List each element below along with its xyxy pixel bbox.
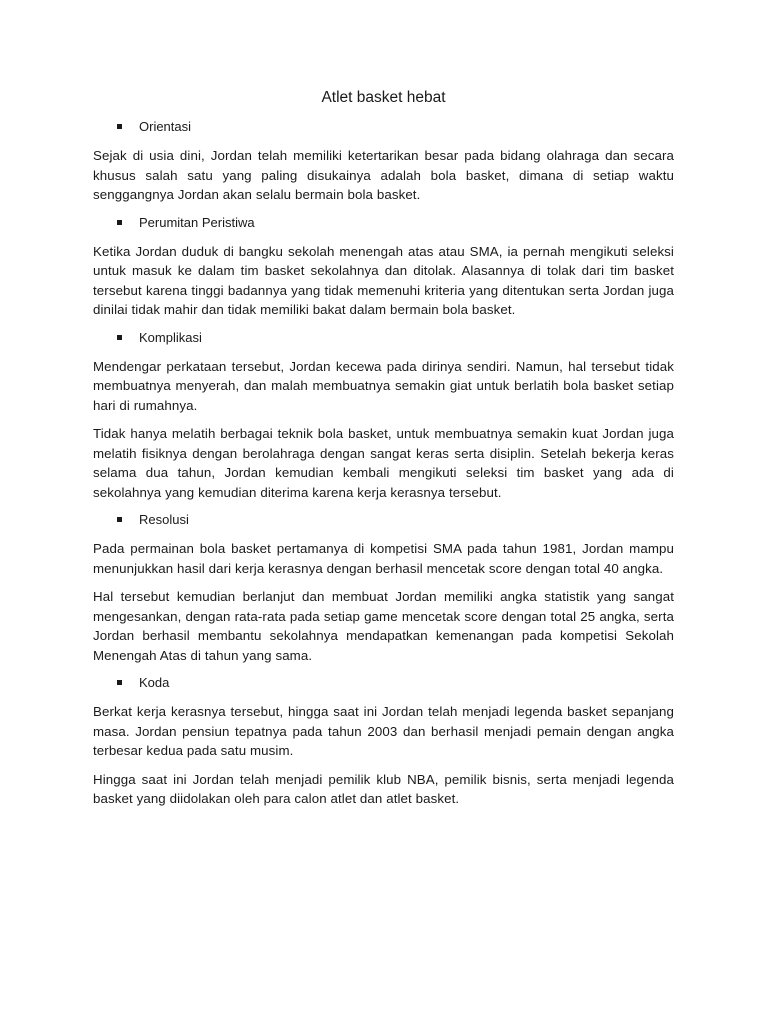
bullet-icon (117, 517, 122, 522)
bullet-icon (117, 124, 122, 129)
section-heading-resolusi (93, 511, 674, 529)
section-heading-orientasi (93, 118, 674, 136)
heading-label: Komplikasi (139, 329, 202, 345)
paragraph: Ketika Jordan duduk di bangku sekolah menengah atas atau SMA, ia pernah mengikuti seleksi untuk masuk ke dalam tim basket sekolahnya dan ditolak. Alasannya di tolak dari tim basket tersebut karena tinggi badannya yang tidak memenuhi kriteria yang ditentukan serta Jordan juga dinilai tidak mahir dan tidak memiliki bakat dalam bermain bola basket. (93, 243, 674, 317)
section-heading-komplikasi (93, 329, 674, 347)
heading-label: Perumitan Peristiwa (139, 214, 255, 230)
document-page (93, 88, 674, 818)
paragraph: Sejak di usia dini, Jordan telah memiliki ketertarikan besar pada bidang olahraga dan secara khusus salah satu yang paling disukainya adalah bola basket, dimana di setiap waktu senggangnya Jordan akan selalu bermain bola basket. (93, 148, 674, 202)
section-heading-perumitan-peristiwa (93, 214, 674, 232)
section-heading-koda (93, 674, 674, 692)
heading-label: Koda (139, 675, 170, 690)
paragraph: Hingga saat ini Jordan telah menjadi pemilik klub NBA, pemilik bisnis, serta menjadi legenda basket yang diidolakan oleh para calon atlet dan atlet basket. (93, 771, 674, 806)
document-title: Atlet basket hebat (321, 89, 446, 106)
bullet-icon (117, 220, 122, 225)
heading-label: Resolusi (139, 512, 189, 527)
bullet-icon (117, 680, 122, 685)
paragraph: Pada permainan bola basket pertamanya di kompetisi SMA pada tahun 1981, Jordan mampu menunjukkan hasil dari kerja kerasnya dengan berhasil mencetak score dengan total 40 angka. (93, 541, 674, 576)
paragraph: Tidak hanya melatih berbagai teknik bola basket, untuk membuatnya semakin kuat Jordan juga melatih fisiknya dengan berolahraga dengan sangat keras serta disiplin. Setelah bekerja keras selama dua tahun, Jordan kemudian kembali mengikuti seleksi tim basket yang ada di sekolahnya yang kemudian diterima karena kerja kerasnya tersebut. (93, 426, 674, 500)
heading-label: Orientasi (139, 119, 192, 134)
bullet-icon (117, 335, 122, 340)
paragraph: Mendengar perkataan tersebut, Jordan kecewa pada dirinya sendiri. Namun, hal tersebut tidak membuatnya menyerah, dan malah membuatnya semakin giat untuk berlatih bola basket setiap hari di rumahnya. (93, 358, 674, 413)
paragraph: Hal tersebut kemudian berlanjut dan membuat Jordan memiliki angka statistik yang sangat mengesankan, dengan rata-rata pada setiap game mencetak score dengan total 25 angka, serta Jordan berhasil membantu sekolahnya mendapatkan kemenangan pada kompetisi Sekolah Menengah Atas di tahun yang sama. (93, 589, 674, 663)
paragraph: Berkat kerja kerasnya tersebut, hingga saat ini Jordan telah menjadi legenda basket sepanjang masa. Jordan pensiun tepatnya pada tahun 2003 dan berhasil menjadi pemain dengan angka terbesar kedua pada satu musim. (93, 704, 674, 758)
